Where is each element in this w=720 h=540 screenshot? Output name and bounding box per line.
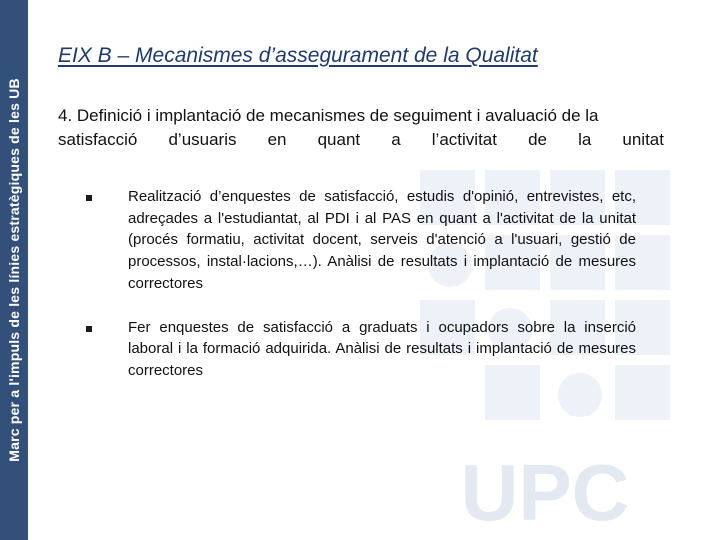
- sidebar-band: [0, 0, 28, 540]
- section-heading-line-2: satisfacció d’usuaris en quant a l’activitat de la unitat: [58, 130, 664, 149]
- bullet-text: Realització d’enquestes de satisfacció, estudis d'opinió, entrevistes, etc, adreçades a l'estudiantat, al PDI i al PAS en quant a l'activitat de la unitat (procés formatiu, activitat docent, serveis d'atenció a l'usuari, gestió de processos, instal·lacions,…). Anàlisi de resultats i implantació de mesures correctores: [128, 188, 636, 292]
- slide-title: EIX B – Mecanismes d’assegurament de la Qualitat: [58, 44, 538, 67]
- sidebar-vertical-label: Marc per a l'impuls de les línies estratègiques de les UB: [6, 78, 22, 462]
- section-heading: [58, 104, 664, 152]
- upc-logo-text: UPC: [460, 448, 630, 537]
- bullet-list: [86, 186, 636, 404]
- bullet-text: Fer enquestes de satisfacció a graduats i ocupadors sobre la inserció laboral i la formació adquirida. Anàlisi de resultats i implantació de mesures correctores: [128, 318, 636, 379]
- bullet-item: [86, 317, 636, 382]
- square-bullet-icon: [86, 195, 92, 201]
- square-bullet-icon: [86, 326, 92, 332]
- bullet-item: [86, 186, 636, 295]
- section-heading-line-1: 4. Definició i implantació de mecanismes de seguiment i avaluació de la: [58, 106, 599, 125]
